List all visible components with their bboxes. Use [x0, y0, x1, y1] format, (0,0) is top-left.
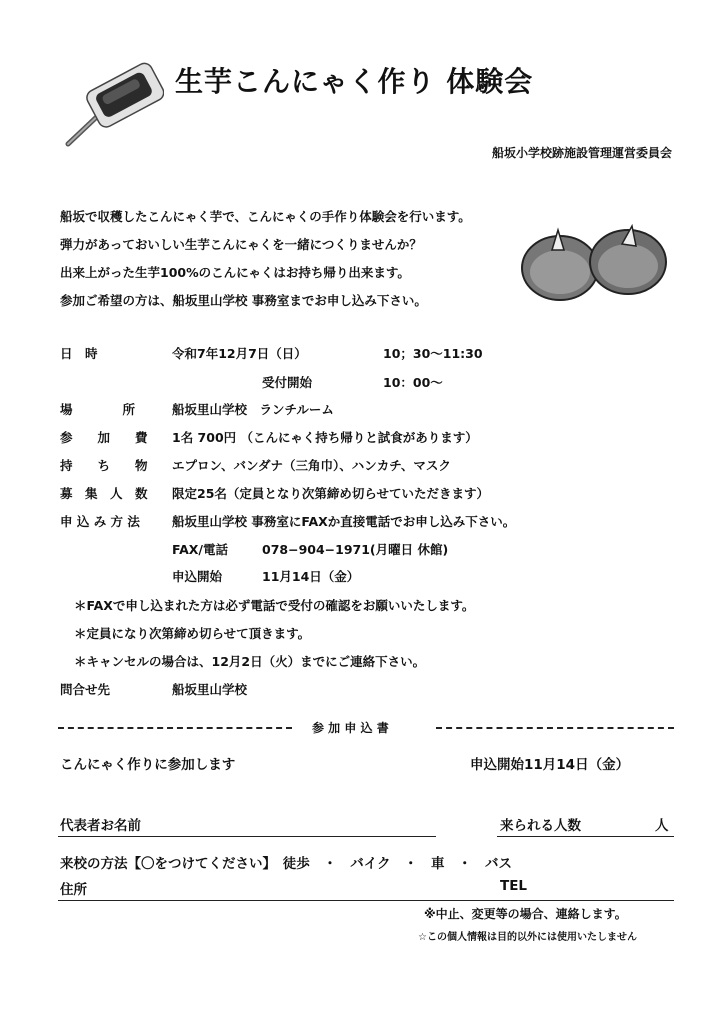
- apply-start-label: 申込開始: [172, 569, 223, 584]
- reception-label: 受付開始: [262, 375, 313, 390]
- organizer: 船坂小学校跡施設管理運営委員会: [491, 146, 672, 160]
- note-capacity: ＊定員になり次第締め切らせて頂きます。: [74, 626, 311, 641]
- contact-label: 問合せ先: [60, 682, 111, 697]
- address-label: 住所: [60, 882, 87, 898]
- address-tel-field[interactable]: [58, 900, 674, 901]
- note-fax-confirm: ＊FAXで申し込まれた方は必ず電話で受付の確認をお願いいたします。: [74, 598, 475, 613]
- apply-value: 船坂里山学校 事務室にFAXか直接電話でお申し込み下さい。: [172, 514, 516, 529]
- page-title: 生芋こんにゃく作り 体験会: [175, 65, 534, 98]
- reception-value: 10：00〜: [383, 375, 443, 390]
- time-value: 10；30〜11:30: [383, 346, 483, 361]
- form-divider-left: [58, 727, 292, 729]
- place-label: 場 所: [60, 402, 136, 417]
- intro-line-3: 出来上がった生芋100%のこんにゃくはお持ち帰り出来ます。: [60, 265, 410, 280]
- contact-value: 船坂里山学校: [172, 682, 248, 697]
- date-label: 日 時: [60, 346, 98, 361]
- items-label: 持 ち 物: [60, 458, 148, 473]
- tel-label: TEL: [500, 878, 528, 894]
- place-value: 船坂里山学校 ランチルーム: [172, 402, 334, 417]
- intro-line-2: 弾力があっておいしい生芋こんにゃくを一緒につくりませんか？: [60, 237, 422, 252]
- fee-label: 参 加 費: [60, 430, 148, 445]
- attendees-field[interactable]: [497, 836, 674, 837]
- intro-line-4: 参加ご希望の方は、船坂里山学校 事務室までお申し込み下さい。: [60, 293, 427, 308]
- attendees-label: 来られる人数: [500, 818, 581, 834]
- items-value: エプロン、バンダナ（三角巾）、ハンカチ、マスク: [172, 458, 451, 473]
- form-apply-start: 申込開始11月14日（金）: [470, 757, 630, 773]
- apply-label: 申 込 み 方 法: [60, 514, 140, 529]
- konjac-potato-illustration: [518, 216, 670, 306]
- note-cancel: ＊キャンセルの場合は、12月2日（火）までにご連絡下さい。: [74, 654, 426, 669]
- change-notice: ※中止、変更等の場合、連絡します。: [424, 907, 627, 921]
- form-heading: 参 加 申 込 書: [312, 721, 389, 735]
- attendees-unit: 人: [655, 818, 669, 834]
- date-value: 令和7年12月7日（日）: [172, 346, 307, 361]
- representative-name-label: 代表者お名前: [60, 818, 141, 834]
- fax-value: 078−904−1971(月曜日 休館): [262, 542, 449, 557]
- privacy-notice: ☆この個人情報は目的以外には使用いたしません: [418, 932, 637, 943]
- participate-text: こんにゃく作りに参加します: [60, 757, 236, 773]
- transport-options[interactable]: 来校の方法【〇をつけてください】 徒歩 ・ バイク ・ 車 ・ バス: [60, 856, 512, 872]
- capacity-value: 限定25名（定員となり次第締め切らせていただきます）: [172, 486, 490, 501]
- capacity-label: 募 集 人 数: [60, 486, 148, 501]
- fee-value: 1名 700円 （こんにゃく持ち帰りと試食があります）: [172, 430, 478, 445]
- apply-start-value: 11月14日（金）: [262, 569, 360, 584]
- form-divider-right: [436, 727, 674, 729]
- representative-name-field[interactable]: [58, 836, 436, 837]
- fax-label: FAX/電話: [172, 542, 228, 557]
- intro-line-1: 船坂で収穫したこんにゃく芋で、こんにゃくの手作り体験会を行います。: [60, 209, 471, 224]
- konjac-tool-illustration: [62, 52, 164, 152]
